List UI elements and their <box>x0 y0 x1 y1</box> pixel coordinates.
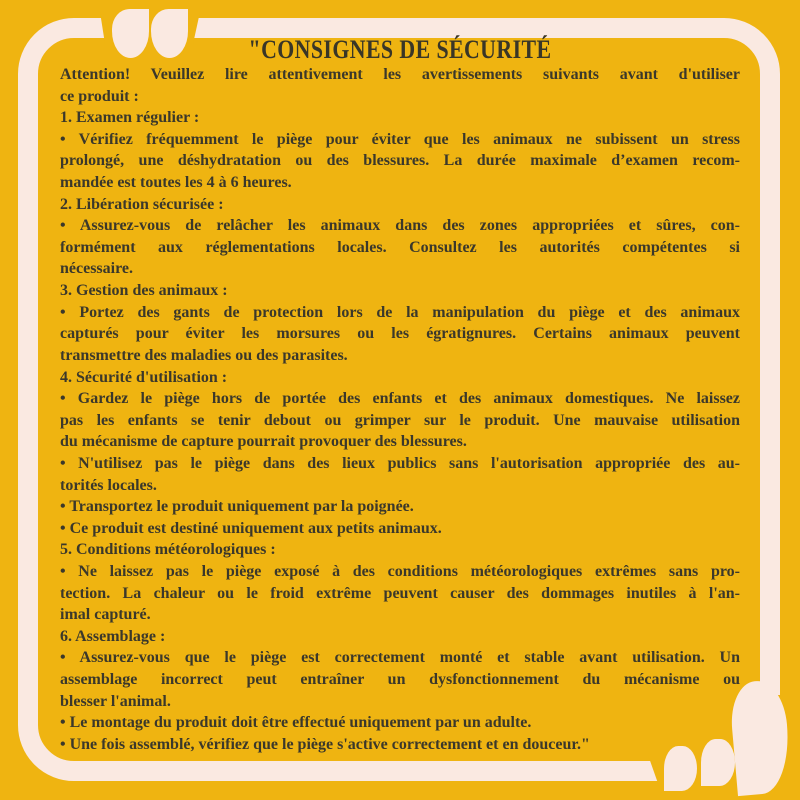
text-line: • Une fois assemblé, vérifiez que le piège s'active correctement et en douceur." <box>60 735 590 753</box>
instructions-text <box>60 64 740 756</box>
quote-card <box>60 36 740 756</box>
text-line: 4. Sécurité d'utilisation : <box>60 368 228 386</box>
text-line: tection. La chaleur ou le froid extrême peuvent causer des dommages inutiles à l'an- <box>60 584 740 602</box>
text-line: ce produit : <box>60 87 139 105</box>
text-line: • Gardez le piège hors de portée des enfants et des animaux domestiques. Ne laissez <box>60 390 740 408</box>
text-line: torités locales. <box>60 476 157 494</box>
text-line: • Le montage du produit doit être effectué uniquement par un adulte. <box>60 714 532 732</box>
page-title: "CONSIGNES DE SÉCURITÉ <box>248 35 552 64</box>
text-line: • Assurez-vous de relâcher les animaux dans des zones appropriées et sûres, con- <box>60 217 740 235</box>
text-line: 6. Assemblage : <box>60 627 166 645</box>
text-line: capturés pour éviter les morsures ou les égratignures. Certains animaux peuvent <box>60 325 740 343</box>
text-line: • Assurez-vous que le piège est correctement monté et stable avant utilisation. Un <box>60 649 740 667</box>
text-line: Attention! Veuillez lire attentivement les avertissements suivants avant d'utiliser <box>60 66 740 83</box>
text-line: 2. Libération sécurisée : <box>60 195 224 213</box>
text-line: formément aux réglementations locales. Consultez les autorités compétentes si <box>60 238 740 256</box>
text-line: transmettre des maladies ou des parasites. <box>60 346 348 364</box>
text-line: mandée est toutes les 4 à 6 heures. <box>60 174 292 192</box>
text-line: prolongé, une déshydratation ou des blessures. La durée maximale d’examen recom- <box>60 152 740 170</box>
text-line: imal capturé. <box>60 606 151 624</box>
text-line: pas les enfants se tenir debout ou grimper sur le produit. Une mauvaise utilisation <box>60 411 740 429</box>
text-line: nécessaire. <box>60 260 134 278</box>
text-line: • Transportez le produit uniquement par la poignée. <box>60 498 414 516</box>
text-line: 5. Conditions météorologiques : <box>60 541 276 559</box>
text-line: blesser l'animal. <box>60 692 171 710</box>
text-line: • Portez des gants de protection lors de la manipulation du piège et des animaux <box>60 303 740 321</box>
text-line: du mécanisme de capture pourrait provoquer des blessures. <box>60 433 467 451</box>
text-line: 3. Gestion des animaux : <box>60 282 228 300</box>
text-line: • Vérifiez fréquemment le piège pour éviter que les animaux ne subissent un stress <box>60 130 740 148</box>
text-line: 1. Examen régulier : <box>60 109 200 127</box>
text-line: assemblage incorrect peut entraîner un dysfonctionnement du mécanisme ou <box>60 671 740 689</box>
text-line: • Ne laissez pas le piège exposé à des conditions météorologiques extrêmes sans pro- <box>60 563 740 581</box>
text-line: • Ce produit est destiné uniquement aux petits animaux. <box>60 519 442 537</box>
text-line: • N'utilisez pas le piège dans des lieux publics sans l'autorisation appropriée des au- <box>60 454 740 472</box>
